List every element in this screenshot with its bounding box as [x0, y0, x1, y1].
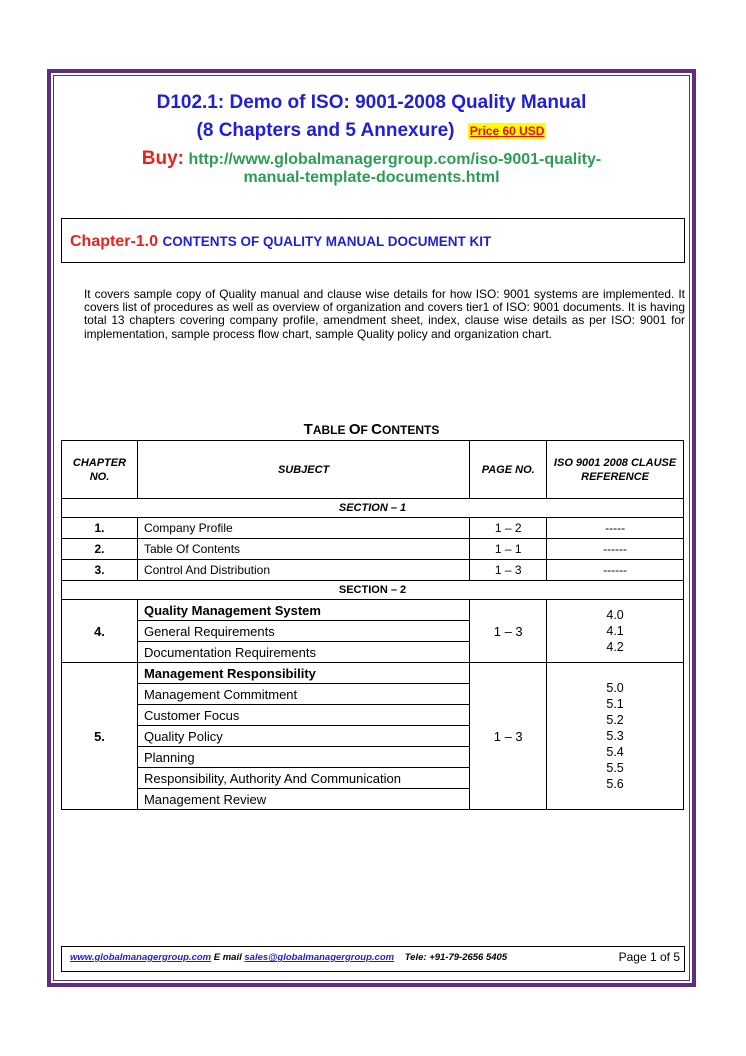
clause-ref: 5.1 — [606, 697, 624, 711]
document-title: D102.1: Demo of ISO: 9001-2008 Quality Manual — [156, 92, 587, 113]
telephone: Tele: +91-79-2656 5405 — [404, 952, 508, 963]
table-row — [62, 560, 684, 581]
clause-ref: 4.1 — [606, 624, 624, 638]
subject: Management Review — [137, 789, 469, 810]
section-1-label: SECTION – 1 — [62, 499, 684, 518]
chapter-number: Chapter-1.0 — [70, 233, 159, 250]
buy-link-continued[interactable]: manual-template-documents.html — [243, 169, 500, 186]
clause-ref: ------ — [547, 539, 684, 560]
buy-link[interactable]: http://www.globalmanagergroup.com/iso-9001-quality- — [188, 151, 602, 168]
subject: Quality Policy — [137, 726, 469, 747]
clause-ref: 5.6 — [606, 777, 624, 791]
header-chapter: CHAPTER NO. — [62, 441, 138, 499]
clause-ref: 4.2 — [606, 640, 624, 654]
subtitle-text: (8 Chapters and 5 Annexure) — [196, 120, 455, 141]
subject: Management Responsibility — [137, 663, 469, 684]
section-2-label: SECTION – 2 — [62, 581, 684, 600]
footer — [70, 952, 680, 963]
page-no: 1 – 3 — [470, 663, 547, 810]
chapter-heading — [70, 233, 491, 251]
clause-ref: 5.0 — [606, 681, 624, 695]
subject: Management Commitment — [137, 684, 469, 705]
chapter-no: 2. — [62, 539, 138, 560]
table-of-contents — [61, 440, 684, 810]
clause-ref: 5.5 — [606, 761, 624, 775]
subject: Table Of Contents — [137, 539, 469, 560]
page-no: 1 – 3 — [470, 600, 547, 663]
subject: Quality Management System — [137, 600, 469, 621]
page-no: 1 – 1 — [470, 539, 547, 560]
header-clause: ISO 9001 2008 CLAUSE REFERENCE — [547, 441, 684, 499]
header-subject: SUBJECT — [137, 441, 469, 499]
clause-ref: ------ — [547, 560, 684, 581]
clause-ref: 5.2 — [606, 713, 624, 727]
header-page: PAGE NO. — [470, 441, 547, 499]
page-no: 1 – 3 — [470, 560, 547, 581]
email-link[interactable]: sales@globalmanagergroup.com — [244, 952, 395, 963]
toc-title: TABLE OF CONTENTS — [303, 421, 440, 438]
chapter-no: 3. — [62, 560, 138, 581]
subject: Documentation Requirements — [137, 642, 469, 663]
website-link[interactable]: www.globalmanagergroup.com — [70, 952, 212, 963]
section-row — [62, 581, 684, 600]
subject: Planning — [137, 747, 469, 768]
subject: General Requirements — [137, 621, 469, 642]
clause-ref: ----- — [547, 518, 684, 539]
buy-label: Buy: — [141, 148, 184, 169]
price-badge[interactable]: Price 60 USD — [469, 123, 545, 138]
chapter-no: 5. — [62, 663, 138, 810]
chapter-title: CONTENTS OF QUALITY MANUAL DOCUMENT KIT — [162, 234, 492, 249]
clause-ref-list — [547, 600, 684, 663]
section-row — [62, 499, 684, 518]
clause-ref: 5.3 — [606, 729, 624, 743]
page-no: 1 – 2 — [470, 518, 547, 539]
toc-header-row — [62, 441, 684, 499]
subject: Control And Distribution — [137, 560, 469, 581]
table-row — [62, 539, 684, 560]
document-subtitle — [53, 120, 690, 142]
subject: Company Profile — [137, 518, 469, 539]
intro-paragraph: It covers sample copy of Quality manual and clause wise details for how ISO: 9001 systems are implemented. It covers list of procedures as well as overview of organization and covers tier1 of ISO: 9001 documents. It is having total 13 chapters covering company profile, amendment sheet, index, clause wise details as per ISO: 9001 for implementation, sample process flow chart, sample Quality policy and organization chart. — [84, 287, 685, 341]
subject: Responsibility, Authority And Communication — [137, 768, 469, 789]
buy-line — [53, 148, 690, 170]
chapter-no: 4. — [62, 600, 138, 663]
clause-ref: 4.0 — [606, 608, 624, 622]
table-row — [62, 600, 684, 621]
table-row — [62, 518, 684, 539]
subject: Customer Focus — [137, 705, 469, 726]
page-number: Page 1 of 5 — [618, 950, 680, 964]
clause-ref: 5.4 — [606, 745, 624, 759]
clause-ref-list — [547, 663, 684, 810]
email-label: E mail — [213, 952, 242, 963]
chapter-no: 1. — [62, 518, 138, 539]
table-row — [62, 663, 684, 684]
